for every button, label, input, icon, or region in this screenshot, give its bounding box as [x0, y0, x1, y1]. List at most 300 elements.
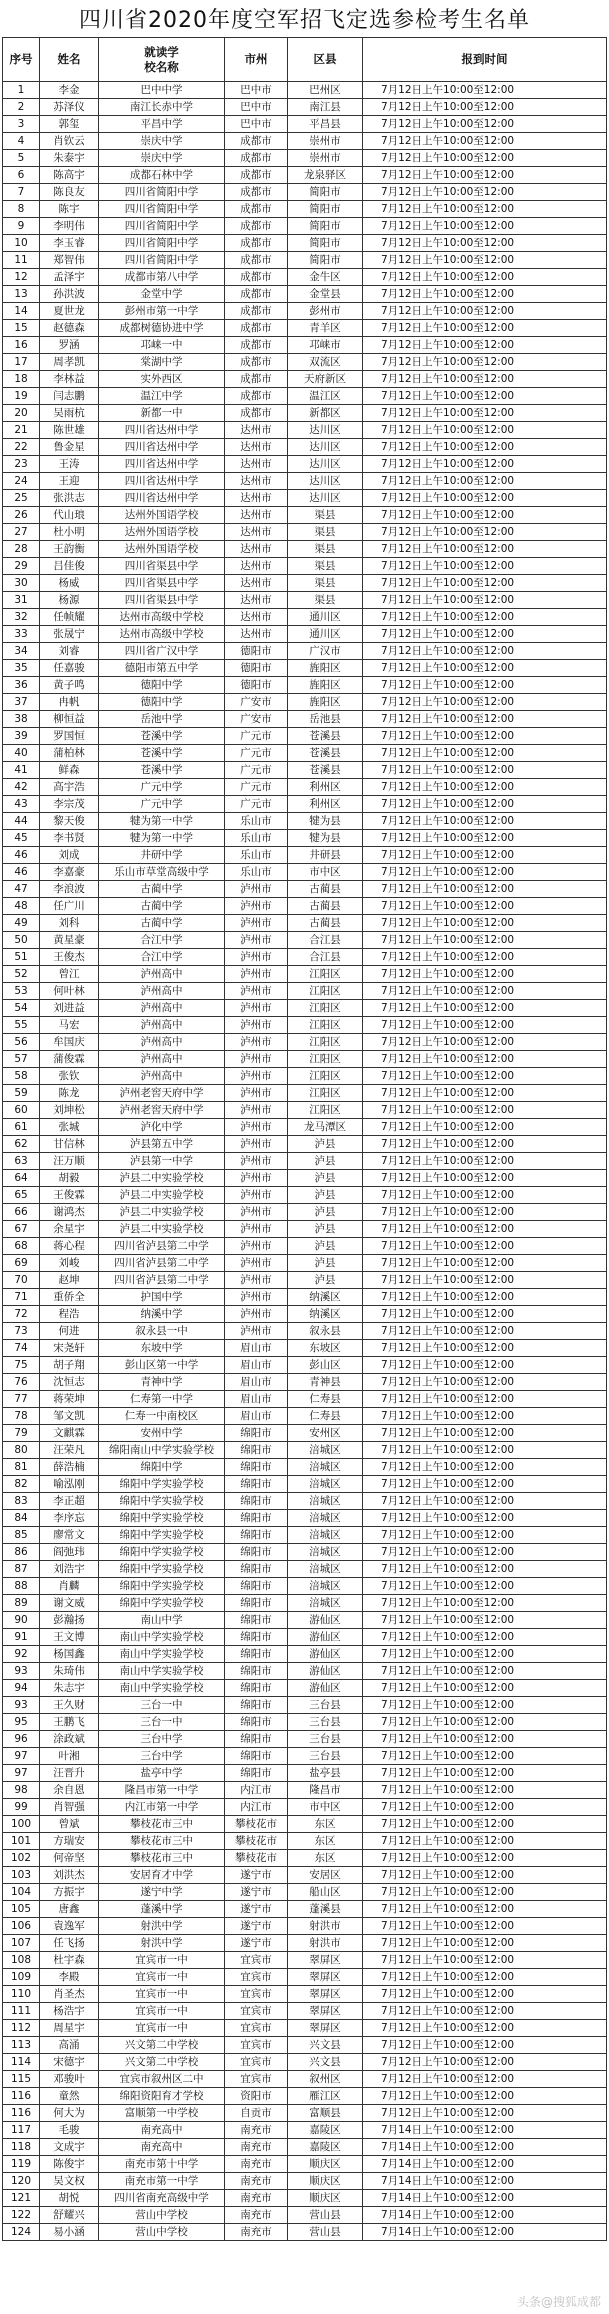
cell-name: 蒲俊霖	[40, 1051, 99, 1068]
cell-school: 攀枝花市三中	[99, 1833, 225, 1850]
cell-seq: 39	[3, 728, 40, 745]
table-row	[3, 405, 607, 422]
cell-seq: 16	[3, 337, 40, 354]
cell-time: 7月12日上午10:00至12:00	[363, 1323, 607, 1340]
cell-time: 7月12日上午10:00至12:00	[363, 1170, 607, 1187]
cell-seq: 26	[3, 507, 40, 524]
cell-school: 德阳中学	[99, 694, 225, 711]
cell-city: 成都市	[225, 150, 288, 167]
cell-city: 绵阳市	[225, 1612, 288, 1629]
table-row	[3, 269, 607, 286]
cell-name: 曾斌	[40, 1816, 99, 1833]
cell-time: 7月12日上午10:00至12:00	[363, 1000, 607, 1017]
cell-district: 达川区	[288, 439, 363, 456]
table-row	[3, 133, 607, 150]
cell-seq: 85	[3, 1527, 40, 1544]
cell-seq: 25	[3, 490, 40, 507]
cell-school: 东坡中学	[99, 1340, 225, 1357]
cell-city: 宜宾市	[225, 1952, 288, 1969]
cell-school: 三台中学	[99, 1748, 225, 1765]
cell-time: 7月12日上午10:00至12:00	[363, 1527, 607, 1544]
cell-seq: 93	[3, 1663, 40, 1680]
table-row	[3, 1391, 607, 1408]
cell-seq: 112	[3, 2020, 40, 2037]
cell-city: 乐山市	[225, 830, 288, 847]
cell-time: 7月12日上午10:00至12:00	[363, 1612, 607, 1629]
table-row	[3, 2037, 607, 2054]
cell-district: 泸县	[288, 1153, 363, 1170]
table-row	[3, 371, 607, 388]
cell-time: 7月12日上午10:00至12:00	[363, 1595, 607, 1612]
table-row	[3, 82, 607, 99]
cell-city: 成都市	[225, 388, 288, 405]
cell-city: 泸州市	[225, 1102, 288, 1119]
cell-seq: 17	[3, 354, 40, 371]
cell-time: 7月12日上午10:00至12:00	[363, 966, 607, 983]
cell-name: 余自恩	[40, 1782, 99, 1799]
cell-city: 泸州市	[225, 949, 288, 966]
cell-time: 7月12日上午10:00至12:00	[363, 1765, 607, 1782]
cell-school: 宜宾市一中	[99, 1952, 225, 1969]
cell-seq: 104	[3, 1884, 40, 1901]
cell-seq: 47	[3, 881, 40, 898]
cell-city: 成都市	[225, 218, 288, 235]
cell-seq: 87	[3, 1561, 40, 1578]
cell-time: 7月12日上午10:00至12:00	[363, 745, 607, 762]
cell-seq: 27	[3, 524, 40, 541]
cell-city: 泸州市	[225, 966, 288, 983]
cell-time: 7月12日上午10:00至12:00	[363, 1289, 607, 1306]
cell-time: 7月12日上午10:00至12:00	[363, 1306, 607, 1323]
cell-time: 7月12日上午10:00至12:00	[363, 1850, 607, 1867]
cell-school: 德阳市第五中学	[99, 660, 225, 677]
table-row	[3, 2088, 607, 2105]
cell-district: 三台县	[288, 1697, 363, 1714]
table-row	[3, 456, 607, 473]
cell-school: 四川省简阳中学	[99, 218, 225, 235]
cell-district: 崇州市	[288, 150, 363, 167]
cell-city: 泸州市	[225, 1204, 288, 1221]
cell-name: 舒耀兴	[40, 2207, 99, 2224]
cell-time: 7月12日上午10:00至12:00	[363, 2105, 607, 2122]
cell-name: 杨国鑫	[40, 1646, 99, 1663]
cell-city: 泸州市	[225, 932, 288, 949]
table-row	[3, 2020, 607, 2037]
cell-time: 7月12日上午10:00至12:00	[363, 592, 607, 609]
cell-district: 苍溪县	[288, 762, 363, 779]
table-row	[3, 558, 607, 575]
cell-district: 泸县	[288, 1187, 363, 1204]
cell-school: 井研中学	[99, 847, 225, 864]
table-row	[3, 1867, 607, 1884]
cell-name: 牟国庆	[40, 1034, 99, 1051]
table-row	[3, 915, 607, 932]
cell-district: 翠屏区	[288, 1952, 363, 1969]
cell-district: 龙泉驿区	[288, 167, 363, 184]
cell-school: 实外西区	[99, 371, 225, 388]
cell-time: 7月12日上午10:00至12:00	[363, 1374, 607, 1391]
cell-name: 陈高宇	[40, 167, 99, 184]
cell-district: 合江县	[288, 932, 363, 949]
cell-name: 肖钦云	[40, 133, 99, 150]
cell-district: 泸县	[288, 1170, 363, 1187]
cell-district: 泸县	[288, 1204, 363, 1221]
cell-seq: 72	[3, 1306, 40, 1323]
cell-name: 任嘉骏	[40, 660, 99, 677]
cell-city: 宜宾市	[225, 2020, 288, 2037]
table-row	[3, 660, 607, 677]
table-row	[3, 1187, 607, 1204]
cell-seq: 71	[3, 1289, 40, 1306]
table-row	[3, 490, 607, 507]
cell-time: 7月14日上午10:00至12:00	[363, 2190, 607, 2207]
cell-district: 翠屏区	[288, 1969, 363, 1986]
cell-seq: 105	[3, 1901, 40, 1918]
cell-seq: 122	[3, 2207, 40, 2224]
cell-time: 7月12日上午10:00至12:00	[363, 2003, 607, 2020]
cell-city: 达州市	[225, 456, 288, 473]
cell-seq: 15	[3, 320, 40, 337]
table-row	[3, 966, 607, 983]
cell-district: 东坡区	[288, 1340, 363, 1357]
cell-seq: 101	[3, 1833, 40, 1850]
cell-seq: 121	[3, 2190, 40, 2207]
cell-city: 泸州市	[225, 1272, 288, 1289]
cell-seq: 111	[3, 2003, 40, 2020]
cell-district: 达川区	[288, 422, 363, 439]
cell-school: 绵阳中学实验学校	[99, 1527, 225, 1544]
cell-district: 东区	[288, 1833, 363, 1850]
cell-seq: 67	[3, 1221, 40, 1238]
cell-seq: 82	[3, 1476, 40, 1493]
cell-time: 7月14日上午10:00至12:00	[363, 2122, 607, 2139]
cell-name: 何进	[40, 1323, 99, 1340]
table-row	[3, 337, 607, 354]
cell-seq: 74	[3, 1340, 40, 1357]
cell-name: 罗国恒	[40, 728, 99, 745]
cell-time: 7月14日上午10:00至12:00	[363, 2139, 607, 2156]
cell-seq: 93	[3, 1697, 40, 1714]
cell-school: 泸县二中实验学校	[99, 1221, 225, 1238]
cell-name: 陈俊宇	[40, 2156, 99, 2173]
cell-city: 达州市	[225, 558, 288, 575]
cell-seq: 113	[3, 2037, 40, 2054]
cell-seq: 30	[3, 575, 40, 592]
cell-seq: 78	[3, 1408, 40, 1425]
cell-school: 南山中学实验学校	[99, 1629, 225, 1646]
cell-school: 岳池中学	[99, 711, 225, 728]
cell-seq: 96	[3, 1731, 40, 1748]
cell-name: 赵坤	[40, 1272, 99, 1289]
table-row	[3, 1306, 607, 1323]
cell-time: 7月12日上午10:00至12:00	[363, 507, 607, 524]
table-row	[3, 1765, 607, 1782]
cell-name: 涂政斌	[40, 1731, 99, 1748]
cell-name: 闫志鹏	[40, 388, 99, 405]
cell-district: 涪城区	[288, 1459, 363, 1476]
cell-name: 朱琦伟	[40, 1663, 99, 1680]
cell-seq: 55	[3, 1017, 40, 1034]
header-time: 报到时间	[363, 38, 607, 82]
cell-city: 遂宁市	[225, 1867, 288, 1884]
cell-seq: 20	[3, 405, 40, 422]
cell-time: 7月12日上午10:00至12:00	[363, 99, 607, 116]
table-row	[3, 864, 607, 881]
cell-city: 乐山市	[225, 864, 288, 881]
cell-school: 营山中学校	[99, 2224, 225, 2241]
table-row	[3, 1986, 607, 2003]
cell-time: 7月12日上午10:00至12:00	[363, 473, 607, 490]
cell-time: 7月12日上午10:00至12:00	[363, 1935, 607, 1952]
cell-district: 游仙区	[288, 1680, 363, 1697]
table-row	[3, 813, 607, 830]
cell-district: 三台县	[288, 1714, 363, 1731]
cell-school: 泸县第五中学	[99, 1136, 225, 1153]
cell-school: 苍溪中学	[99, 762, 225, 779]
cell-city: 广元市	[225, 745, 288, 762]
table-row	[3, 1782, 607, 1799]
table-row	[3, 167, 607, 184]
cell-school: 攀枝花市三中	[99, 1850, 225, 1867]
cell-school: 四川省南充高级中学	[99, 2190, 225, 2207]
cell-name: 苏泽仪	[40, 99, 99, 116]
table-row	[3, 2122, 607, 2139]
cell-name: 何帝坚	[40, 1850, 99, 1867]
cell-school: 德阳中学	[99, 677, 225, 694]
cell-time: 7月12日上午10:00至12:00	[363, 1119, 607, 1136]
cell-seq: 119	[3, 2156, 40, 2173]
cell-school: 射洪中学	[99, 1918, 225, 1935]
cell-name: 宋尧轩	[40, 1340, 99, 1357]
cell-school: 富顺第一中学校	[99, 2105, 225, 2122]
cell-district: 古蔺县	[288, 898, 363, 915]
cell-school: 崇庆中学	[99, 133, 225, 150]
table-row	[3, 1833, 607, 1850]
table-row	[3, 898, 607, 915]
cell-district: 渠县	[288, 541, 363, 558]
cell-district: 游仙区	[288, 1629, 363, 1646]
cell-name: 王鹏飞	[40, 1714, 99, 1731]
cell-name: 刘洪杰	[40, 1867, 99, 1884]
table-row	[3, 1544, 607, 1561]
cell-time: 7月12日上午10:00至12:00	[363, 218, 607, 235]
cell-city: 绵阳市	[225, 1748, 288, 1765]
cell-school: 金堂中学	[99, 286, 225, 303]
cell-district: 岳池县	[288, 711, 363, 728]
cell-seq: 33	[3, 626, 40, 643]
cell-district: 达川区	[288, 456, 363, 473]
table-row	[3, 711, 607, 728]
cell-seq: 77	[3, 1391, 40, 1408]
cell-seq: 10	[3, 235, 40, 252]
table-row	[3, 2173, 607, 2190]
cell-name: 肖智强	[40, 1799, 99, 1816]
cell-district: 江阳区	[288, 1068, 363, 1085]
table-row	[3, 1748, 607, 1765]
cell-city: 宜宾市	[225, 1969, 288, 1986]
table-row	[3, 1221, 607, 1238]
cell-district: 金牛区	[288, 269, 363, 286]
cell-city: 遂宁市	[225, 1901, 288, 1918]
cell-seq: 45	[3, 830, 40, 847]
cell-school: 绵阳中学实验学校	[99, 1578, 225, 1595]
cell-city: 泸州市	[225, 1034, 288, 1051]
cell-city: 泸州市	[225, 983, 288, 1000]
cell-time: 7月12日上午10:00至12:00	[363, 1476, 607, 1493]
table-row	[3, 1051, 607, 1068]
cell-district: 天府新区	[288, 371, 363, 388]
cell-district: 仁寿县	[288, 1391, 363, 1408]
cell-district: 旌阳区	[288, 677, 363, 694]
cell-city: 泸州市	[225, 1119, 288, 1136]
cell-city: 宜宾市	[225, 2037, 288, 2054]
cell-city: 达州市	[225, 541, 288, 558]
cell-time: 7月12日上午10:00至12:00	[363, 864, 607, 881]
cell-school: 青神中学	[99, 1374, 225, 1391]
cell-district: 顺庆区	[288, 2156, 363, 2173]
cell-name: 李正超	[40, 1493, 99, 1510]
cell-district: 江阳区	[288, 983, 363, 1000]
cell-school: 达州外国语学校	[99, 524, 225, 541]
cell-seq: 52	[3, 966, 40, 983]
table-row	[3, 1119, 607, 1136]
table-row	[3, 1884, 607, 1901]
cell-school: 南充市第十中学	[99, 2156, 225, 2173]
cell-district: 古蔺县	[288, 881, 363, 898]
cell-time: 7月12日上午10:00至12:00	[363, 1663, 607, 1680]
cell-time: 7月12日上午10:00至12:00	[363, 456, 607, 473]
table-row	[3, 1323, 607, 1340]
cell-city: 成都市	[225, 286, 288, 303]
cell-school: 泸州老窖天府中学	[99, 1085, 225, 1102]
cell-name: 谢文威	[40, 1595, 99, 1612]
cell-seq: 81	[3, 1459, 40, 1476]
cell-name: 周孝凯	[40, 354, 99, 371]
cell-name: 沈恒志	[40, 1374, 99, 1391]
cell-district: 仁寿县	[288, 1408, 363, 1425]
cell-school: 苍溪中学	[99, 728, 225, 745]
cell-name: 刘坤松	[40, 1102, 99, 1119]
cell-district: 泸县	[288, 1238, 363, 1255]
cell-district: 涪城区	[288, 1476, 363, 1493]
cell-seq: 2	[3, 99, 40, 116]
cell-seq: 68	[3, 1238, 40, 1255]
cell-district: 江阳区	[288, 1051, 363, 1068]
cell-seq: 115	[3, 2071, 40, 2088]
cell-time: 7月12日上午10:00至12:00	[363, 932, 607, 949]
cell-seq: 97	[3, 1765, 40, 1782]
cell-district: 泸县	[288, 1255, 363, 1272]
cell-city: 绵阳市	[225, 1731, 288, 1748]
cell-time: 7月12日上午10:00至12:00	[363, 1408, 607, 1425]
cell-time: 7月12日上午10:00至12:00	[363, 252, 607, 269]
cell-district: 简阳市	[288, 201, 363, 218]
table-row	[3, 1935, 607, 1952]
table-row	[3, 1476, 607, 1493]
header-school-line2: 校名称	[144, 59, 179, 74]
cell-name: 重侨全	[40, 1289, 99, 1306]
cell-name: 张洪志	[40, 490, 99, 507]
cell-name: 彭瀚扬	[40, 1612, 99, 1629]
cell-name: 陈龙	[40, 1085, 99, 1102]
cell-school: 安居育才中学	[99, 1867, 225, 1884]
cell-school: 成都石林中学	[99, 167, 225, 184]
cell-time: 7月12日上午10:00至12:00	[363, 881, 607, 898]
cell-time: 7月12日上午10:00至12:00	[363, 1017, 607, 1034]
cell-name: 王涛	[40, 456, 99, 473]
table-row	[3, 1493, 607, 1510]
cell-school: 古蔺中学	[99, 881, 225, 898]
cell-time: 7月12日上午10:00至12:00	[363, 1561, 607, 1578]
cell-name: 毛骏	[40, 2122, 99, 2139]
cell-school: 四川省简阳中学	[99, 252, 225, 269]
table-row	[3, 1799, 607, 1816]
cell-district: 嘉陵区	[288, 2122, 363, 2139]
cell-school: 泸州高中	[99, 1034, 225, 1051]
cell-time: 7月12日上午10:00至12:00	[363, 167, 607, 184]
cell-name: 郑智伟	[40, 252, 99, 269]
cell-seq: 40	[3, 745, 40, 762]
cell-district: 通川区	[288, 609, 363, 626]
table-row	[3, 1527, 607, 1544]
cell-district: 涪城区	[288, 1595, 363, 1612]
cell-time: 7月12日上午10:00至12:00	[363, 677, 607, 694]
cell-school: 泸州高中	[99, 1000, 225, 1017]
cell-district: 渠县	[288, 507, 363, 524]
table-row	[3, 2105, 607, 2122]
cell-time: 7月12日上午10:00至12:00	[363, 1714, 607, 1731]
cell-seq: 100	[3, 1816, 40, 1833]
cell-city: 宜宾市	[225, 1986, 288, 2003]
cell-school: 南充高中	[99, 2139, 225, 2156]
cell-district: 泸县	[288, 1272, 363, 1289]
table-row	[3, 1646, 607, 1663]
cell-name: 方振宇	[40, 1884, 99, 1901]
table-row	[3, 1340, 607, 1357]
cell-time: 7月12日上午10:00至12:00	[363, 1493, 607, 1510]
cell-school: 四川省简阳中学	[99, 235, 225, 252]
cell-time: 7月12日上午10:00至12:00	[363, 371, 607, 388]
cell-city: 眉山市	[225, 1340, 288, 1357]
cell-city: 巴中市	[225, 116, 288, 133]
cell-city: 绵阳市	[225, 1561, 288, 1578]
cell-name: 文麒霖	[40, 1425, 99, 1442]
table-row	[3, 1289, 607, 1306]
cell-time: 7月12日上午10:00至12:00	[363, 1255, 607, 1272]
cell-school: 绵阳中学实验学校	[99, 1510, 225, 1527]
cell-school: 宜宾市一中	[99, 1969, 225, 1986]
cell-seq: 12	[3, 269, 40, 286]
cell-name: 喻泓刚	[40, 1476, 99, 1493]
cell-time: 7月12日上午10:00至12:00	[363, 1867, 607, 1884]
table-row	[3, 796, 607, 813]
table-row	[3, 779, 607, 796]
cell-time: 7月12日上午10:00至12:00	[363, 405, 607, 422]
cell-time: 7月12日上午10:00至12:00	[363, 643, 607, 660]
cell-time: 7月12日上午10:00至12:00	[363, 1731, 607, 1748]
cell-seq: 106	[3, 1918, 40, 1935]
table-row	[3, 1901, 607, 1918]
table-row	[3, 1017, 607, 1034]
cell-name: 李宗茂	[40, 796, 99, 813]
cell-time: 7月12日上午10:00至12:00	[363, 1051, 607, 1068]
cell-name: 蒋荣坤	[40, 1391, 99, 1408]
cell-seq: 3	[3, 116, 40, 133]
cell-school: 仁寿一中南校区	[99, 1408, 225, 1425]
cell-school: 广元中学	[99, 796, 225, 813]
cell-name: 何大为	[40, 2105, 99, 2122]
cell-name: 陈良友	[40, 184, 99, 201]
